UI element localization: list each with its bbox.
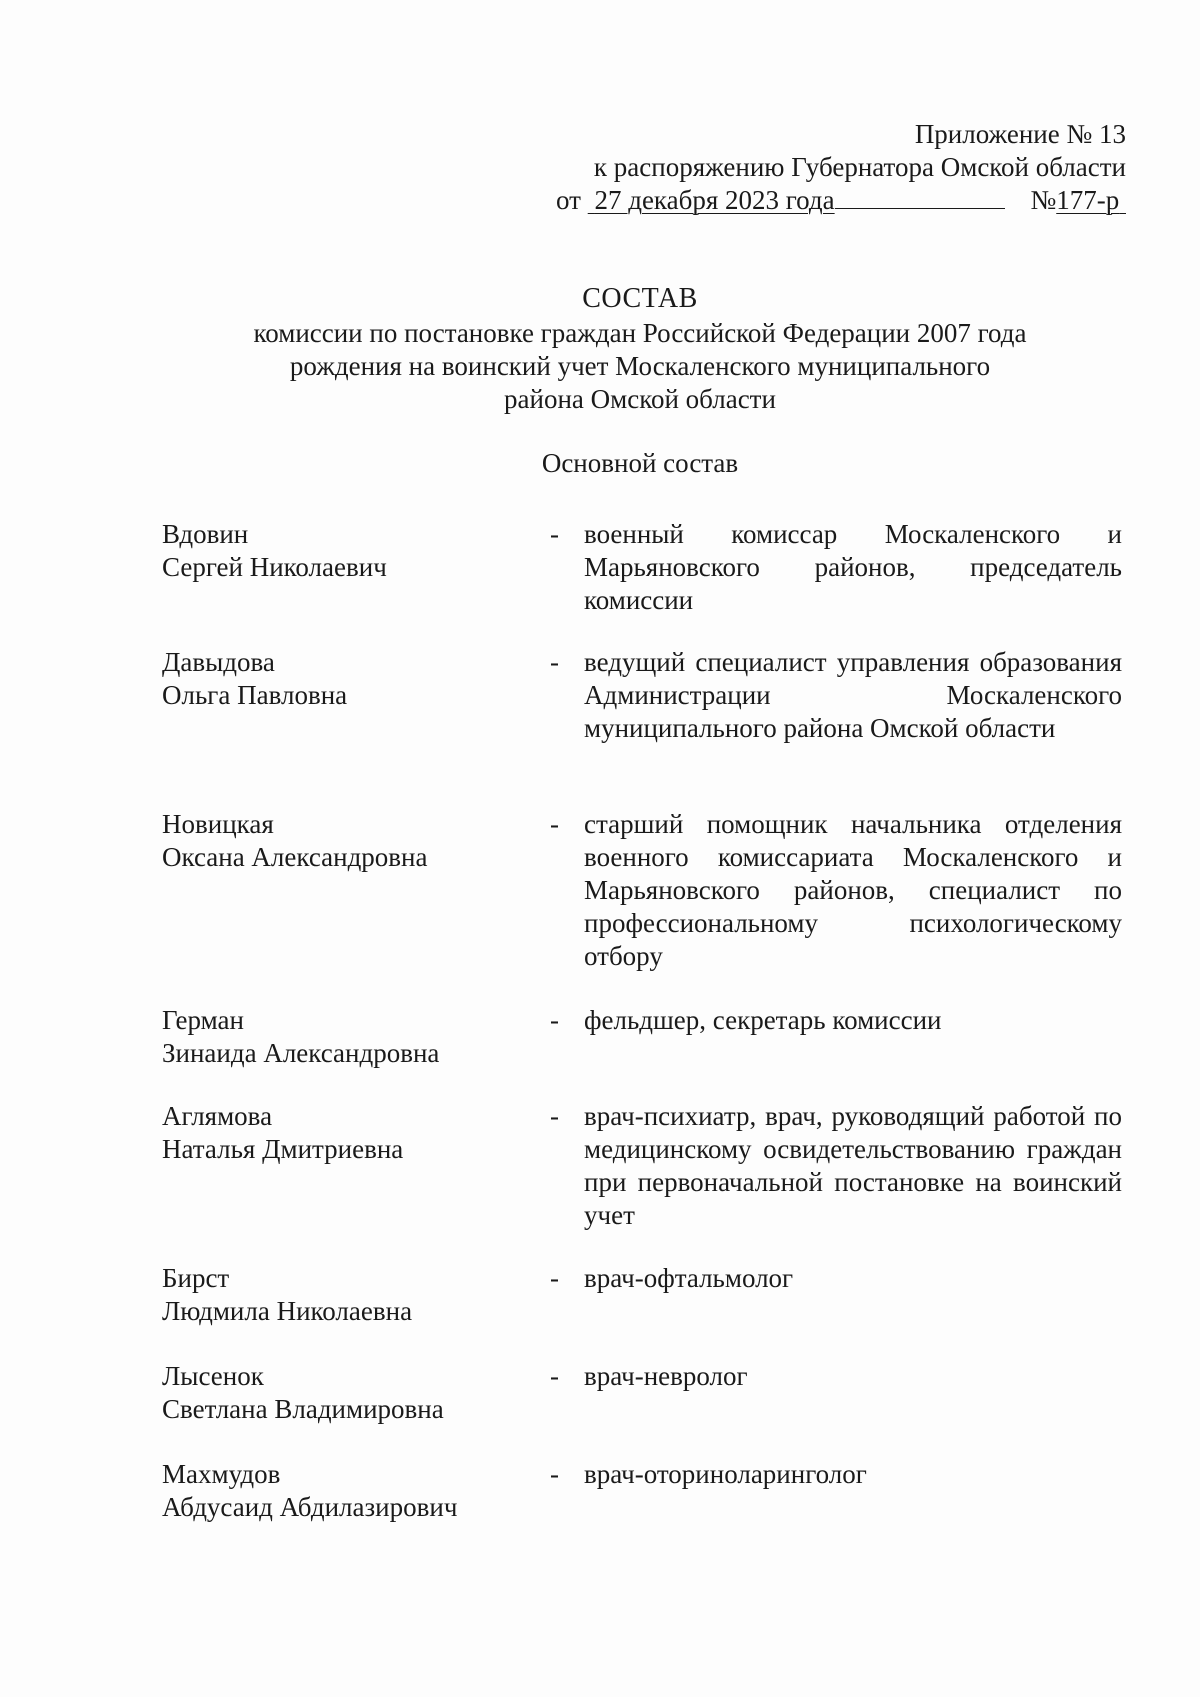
member-name	[162, 1100, 542, 1166]
decree-number-text: 177-р	[1056, 185, 1120, 215]
member-surname: Давыдова	[162, 647, 275, 677]
section-heading: Основной состав	[541, 448, 739, 478]
title-line-3: района Омской области	[504, 384, 776, 414]
member-given-name: Светлана Владимировна	[162, 1394, 444, 1424]
title-main: СОСТАВ	[582, 283, 698, 314]
member-role: врач-невролог	[584, 1361, 748, 1391]
member-dash: -	[550, 519, 559, 549]
member-role: фельдшер, секретарь комиссии	[584, 1005, 942, 1035]
member-given-name: Оксана Александровна	[162, 842, 428, 872]
member-name	[162, 646, 542, 712]
member-given-name: Зинаида Александровна	[162, 1038, 440, 1068]
member-dash: -	[550, 1263, 559, 1293]
member-name	[162, 1262, 542, 1328]
decree-date	[588, 185, 835, 215]
member-surname: Махмудов	[162, 1459, 281, 1489]
title-line-2: рождения на воинский учет Москаленского муниципального	[289, 351, 991, 381]
member-name	[162, 1004, 542, 1070]
decree-number-group	[1030, 184, 1126, 217]
member-dash: -	[550, 647, 559, 677]
member-name	[162, 1458, 542, 1524]
member-surname: Бирст	[162, 1263, 230, 1293]
decree-number	[1056, 185, 1126, 215]
date-fill-line	[835, 207, 1005, 209]
appendix-reference: к распоряжению Губернатора Омской области	[593, 152, 1126, 182]
member-role: военный комиссар Москаленского и Марьяновского районов, председатель комиссии	[584, 519, 1122, 615]
member-dash: -	[550, 1361, 559, 1391]
member-role: врач-психиатр, врач, руководящий работой по медицинскому освидетельствованию граждан при первоначальной постановке на воинский учет	[584, 1101, 1122, 1230]
decree-date-group	[556, 184, 1005, 217]
member-given-name: Сергей Николаевич	[162, 552, 387, 582]
member-surname: Вдовин	[162, 519, 249, 549]
document-title	[160, 282, 1120, 416]
member-surname: Герман	[162, 1005, 244, 1035]
member-dash: -	[550, 809, 559, 839]
member-surname: Аглямова	[162, 1101, 273, 1131]
date-prefix: от	[556, 185, 581, 215]
decree-date-text: 27 декабря 2023 года	[594, 185, 835, 215]
member-name	[162, 1360, 542, 1426]
member-given-name: Наталья Дмитриевна	[162, 1134, 404, 1164]
member-role: врач-офтальмолог	[584, 1263, 794, 1293]
member-name	[162, 808, 542, 874]
member-dash: -	[550, 1101, 559, 1131]
member-role: ведущий специалист управления образования Администрации Москаленского муниципального района Омской области	[584, 647, 1122, 743]
appendix-header	[556, 118, 1126, 217]
appendix-number: Приложение № 13	[914, 119, 1126, 149]
member-surname: Новицкая	[162, 809, 274, 839]
member-dash: -	[550, 1005, 559, 1035]
member-given-name: Ольга Павловна	[162, 680, 348, 710]
member-name	[162, 518, 542, 584]
member-given-name: Людмила Николаевна	[162, 1296, 413, 1326]
member-role: старший помощник начальника отделения военного комиссариата Москаленского и Марьяновского районов, специалист по профессиональному психологическому отбору	[584, 809, 1122, 971]
decree-date-line	[556, 184, 1126, 217]
member-given-name: Абдусаид Абдилазирович	[162, 1492, 458, 1522]
member-surname: Лысенок	[162, 1361, 264, 1391]
member-role: врач-оториноларинголог	[584, 1459, 867, 1489]
member-dash: -	[550, 1459, 559, 1489]
number-prefix: №	[1030, 185, 1057, 215]
title-line-1: комиссии по постановке граждан Российской Федерации 2007 года	[253, 318, 1027, 348]
